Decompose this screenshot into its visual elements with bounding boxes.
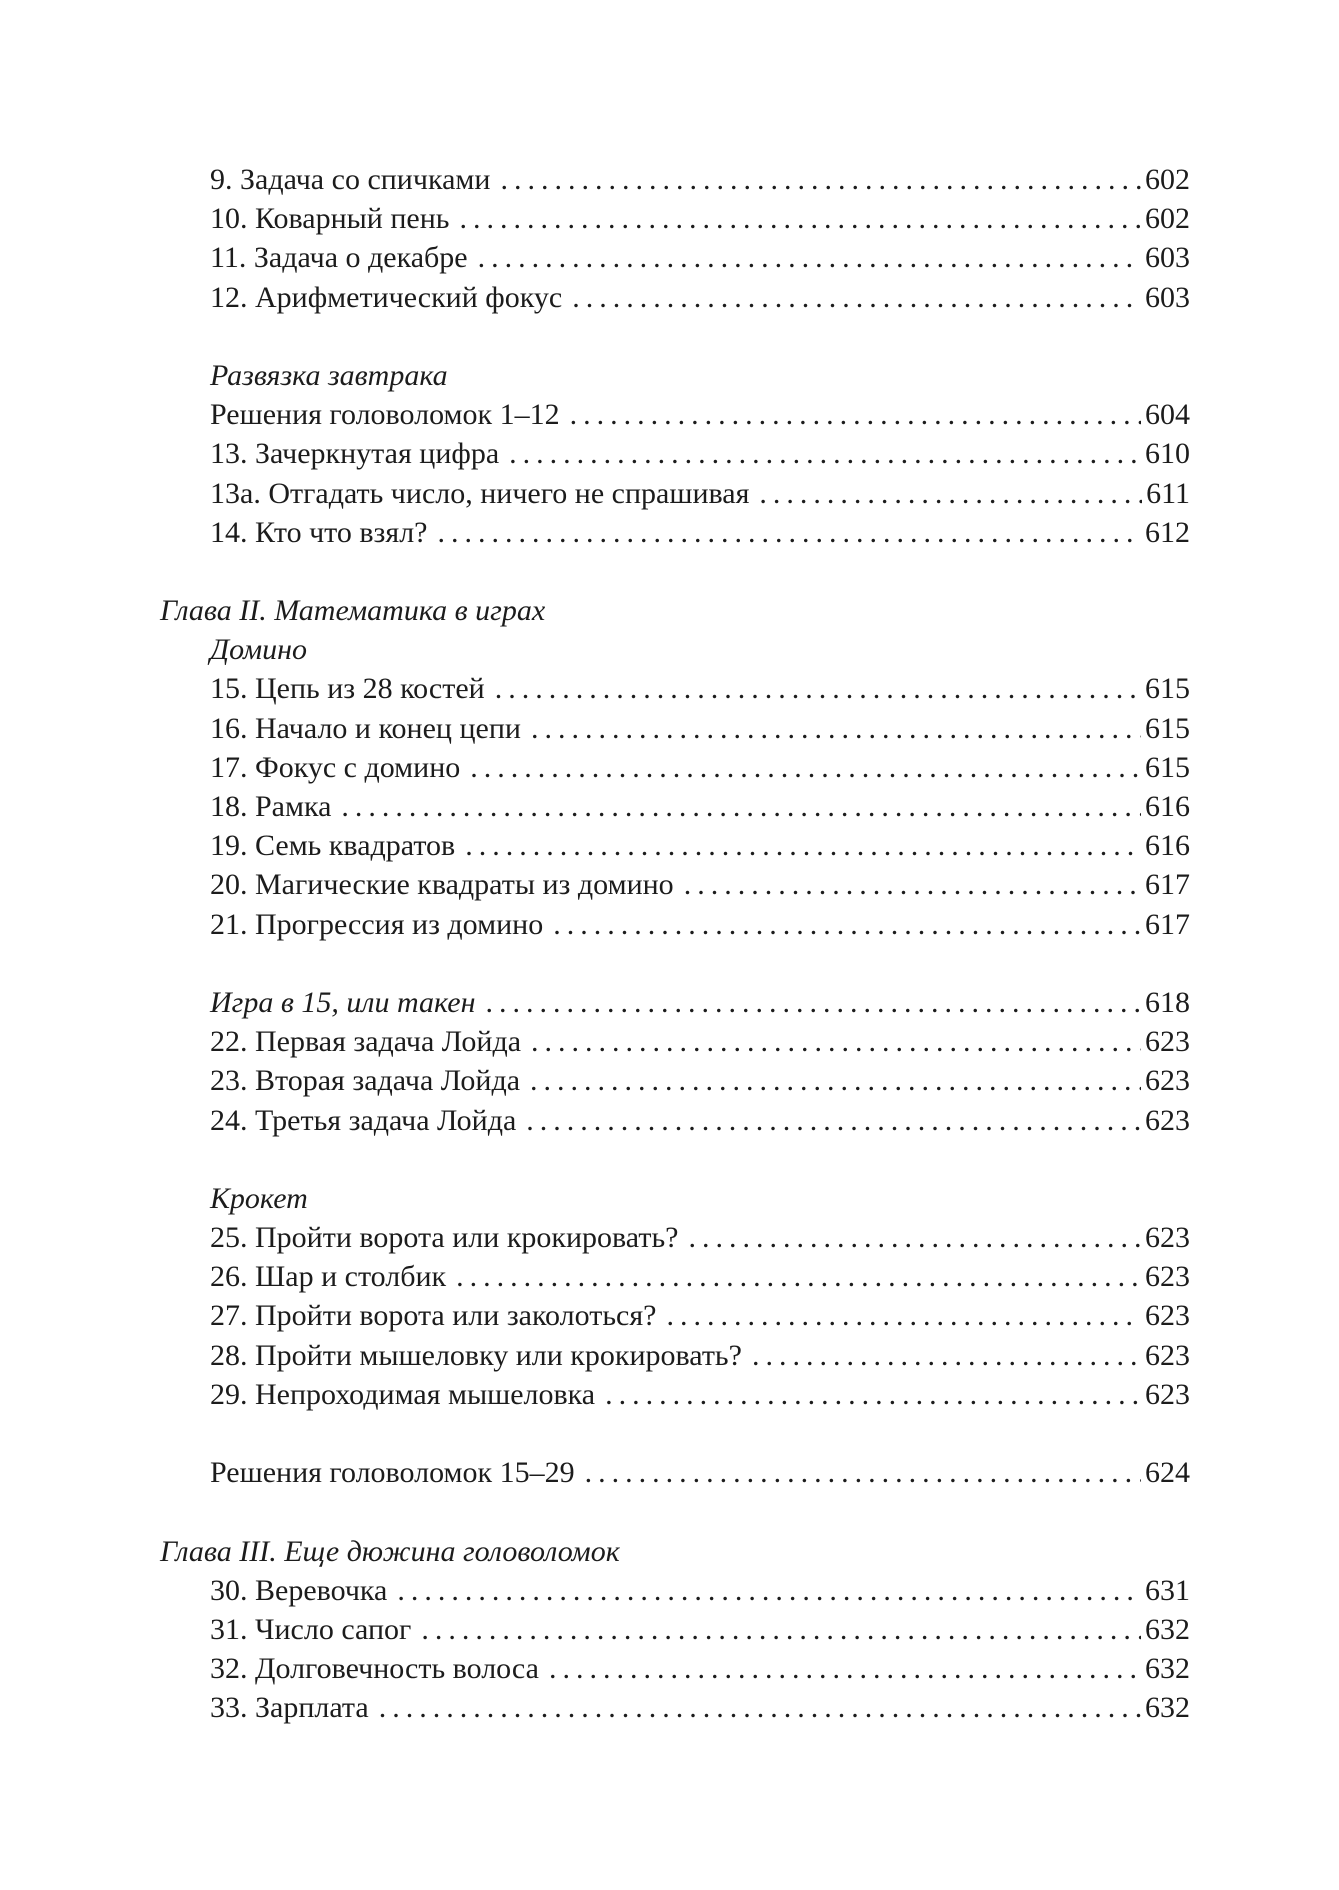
toc-entry — [160, 1571, 1190, 1610]
toc-entry-page: 610 — [1145, 437, 1190, 471]
toc-entry — [160, 669, 1190, 708]
dot-leader — [531, 1022, 1141, 1061]
toc-entry-title: 13а. Отгадать число, ничего не спрашивая — [210, 476, 750, 510]
toc-entry — [160, 1336, 1190, 1375]
toc-entry-page: 611 — [1146, 476, 1190, 510]
toc-entry — [160, 787, 1190, 826]
toc-entry — [160, 826, 1190, 865]
spacer — [160, 317, 1190, 356]
toc-entry-page: 623 — [1145, 1103, 1190, 1137]
toc-entry-title: 29. Непроходимая мышеловка — [210, 1377, 596, 1411]
toc-entry-title: Игра в 15, или такен — [210, 985, 476, 1019]
dot-leader — [509, 434, 1141, 473]
dot-leader — [688, 1218, 1141, 1257]
toc-entry-title: 10. Коварный пень — [210, 202, 450, 236]
toc-entry — [160, 1022, 1190, 1061]
dot-leader — [438, 513, 1142, 552]
toc-entry-page: 617 — [1145, 907, 1190, 941]
spacer — [160, 1492, 1190, 1531]
toc-entry-page: 616 — [1145, 829, 1190, 863]
toc-entry-title: 25. Пройти ворота или крокировать? — [210, 1221, 679, 1255]
toc-entry-page: 623 — [1145, 1025, 1190, 1059]
toc-entry-page: 623 — [1145, 1338, 1190, 1372]
toc-entry-page: 623 — [1145, 1377, 1190, 1411]
chapter-heading: Глава II. Математика в играх — [160, 594, 546, 628]
dot-leader — [421, 1610, 1141, 1649]
toc-entry — [160, 1101, 1190, 1140]
toc-entry — [160, 395, 1190, 434]
toc-entry-page: 615 — [1145, 672, 1190, 706]
toc-entry — [160, 238, 1190, 277]
toc-entry-page: 602 — [1145, 202, 1190, 236]
section-heading: Домино — [210, 633, 307, 667]
dot-leader — [341, 787, 1141, 826]
dot-leader — [570, 395, 1141, 434]
spacer — [160, 552, 1190, 591]
toc-entry-page: 623 — [1145, 1260, 1190, 1294]
toc-entry-page: 624 — [1145, 1456, 1190, 1490]
dot-leader — [470, 748, 1141, 787]
toc-entry — [160, 905, 1190, 944]
toc-entry-title: 14. Кто что взял? — [210, 515, 428, 549]
toc-entry-page: 615 — [1145, 711, 1190, 745]
dot-leader — [530, 1061, 1141, 1100]
toc-entry-title: 9. Задача со спичками — [210, 163, 491, 196]
toc-entry-page: 616 — [1145, 790, 1190, 823]
dot-leader — [549, 1649, 1141, 1688]
toc-entry-page: 631 — [1145, 1573, 1190, 1607]
dot-leader — [684, 865, 1141, 904]
dot-leader — [585, 1453, 1141, 1492]
toc-entry-page: 623 — [1145, 1299, 1190, 1333]
toc-entry-page: 618 — [1145, 985, 1190, 1019]
toc-entry — [160, 1375, 1190, 1414]
toc-entry — [160, 160, 1190, 199]
toc-entry — [160, 983, 1190, 1022]
dot-leader — [397, 1571, 1141, 1610]
toc-entry — [160, 1061, 1190, 1100]
dot-leader — [486, 983, 1142, 1022]
chapter-heading: Глава III. Еще дюжина головоломок — [160, 1534, 620, 1568]
toc-entry-title: 26. Шар и столбик — [210, 1260, 447, 1294]
dot-leader — [605, 1375, 1141, 1414]
toc-entry-title: 12. Арифметический фокус — [210, 280, 563, 314]
toc-entry-page: 617 — [1145, 868, 1190, 902]
toc-entry-title: 15. Цепь из 28 костей — [210, 672, 485, 706]
toc-entry-title: 30. Веревочка — [210, 1573, 388, 1607]
toc-entry-title: 22. Первая задача Лойда — [210, 1025, 522, 1059]
table-of-contents — [160, 160, 1190, 1728]
toc-entry — [160, 1453, 1190, 1492]
toc-entry — [160, 1649, 1190, 1688]
toc-entry — [160, 1257, 1190, 1296]
toc-entry-title: 33. Зарплата — [210, 1691, 369, 1725]
toc-entry — [160, 199, 1190, 238]
toc-entry — [160, 865, 1190, 904]
section-heading: Крокет — [210, 1181, 308, 1215]
toc-entry-page: 603 — [1145, 241, 1190, 275]
toc-entry — [160, 1296, 1190, 1335]
dot-leader — [456, 1257, 1141, 1296]
toc-entry-page: 612 — [1145, 515, 1190, 549]
toc-entry-page: 632 — [1145, 1612, 1190, 1646]
toc-entry-page: 623 — [1145, 1064, 1190, 1098]
toc-entry-title: Решения головоломок 15–29 — [210, 1456, 575, 1490]
toc-entry-page: 603 — [1145, 280, 1190, 314]
toc-entry-title: 19. Семь квадратов — [210, 829, 456, 863]
dot-leader — [759, 474, 1142, 513]
toc-entry — [160, 709, 1190, 748]
toc-entry-page: 615 — [1145, 750, 1190, 784]
spacer — [160, 944, 1190, 983]
toc-entry-page: 602 — [1145, 163, 1190, 196]
toc-entry-page: 632 — [1145, 1652, 1190, 1686]
dot-leader — [531, 709, 1141, 748]
toc-entry-title: 27. Пройти ворота или заколоться? — [210, 1299, 657, 1333]
toc-entry-title: 17. Фокус с домино — [210, 750, 461, 784]
toc-entry-title: Решения головоломок 1–12 — [210, 398, 560, 432]
toc-entry-title: 31. Число сапог — [210, 1612, 412, 1646]
toc-entry — [160, 1688, 1190, 1727]
dot-leader — [379, 1688, 1141, 1727]
toc-entry-title: 32. Долговечность волоса — [210, 1652, 539, 1686]
spacer — [160, 1414, 1190, 1453]
section-heading: Развязка завтрака — [210, 358, 448, 392]
spacer — [160, 1140, 1190, 1179]
dot-leader — [752, 1336, 1141, 1375]
dot-leader — [666, 1296, 1141, 1335]
toc-entry-title: 24. Третья задача Лойда — [210, 1103, 517, 1137]
dot-leader — [459, 199, 1141, 238]
dot-leader — [495, 669, 1141, 708]
toc-entry-page: 632 — [1145, 1691, 1190, 1725]
toc-entry — [160, 1610, 1190, 1649]
toc-entry-title: 28. Пройти мышеловку или крокировать? — [210, 1338, 742, 1372]
toc-entry — [160, 748, 1190, 787]
dot-leader — [465, 826, 1141, 865]
toc-entry-title: 11. Задача о декабре — [210, 241, 468, 275]
toc-entry — [160, 434, 1190, 473]
toc-entry-title: 16. Начало и конец цепи — [210, 711, 521, 745]
toc-entry-title: 18. Рамка — [210, 790, 332, 823]
toc-entry-title: 23. Вторая задача Лойда — [210, 1064, 521, 1098]
dot-leader — [500, 160, 1141, 199]
toc-entry-page: 604 — [1145, 398, 1190, 432]
toc-entry — [160, 278, 1190, 317]
toc-entry-page: 623 — [1145, 1221, 1190, 1255]
dot-leader — [572, 278, 1141, 317]
dot-leader — [478, 238, 1141, 277]
toc-entry-title: 20. Магические квадраты из домино — [210, 868, 674, 902]
dot-leader — [553, 905, 1141, 944]
toc-entry-title: 13. Зачеркнутая цифра — [210, 437, 500, 471]
toc-entry-title: 21. Прогрессия из домино — [210, 907, 544, 941]
toc-entry — [160, 513, 1190, 552]
toc-entry — [160, 1218, 1190, 1257]
dot-leader — [526, 1101, 1141, 1140]
toc-entry — [160, 474, 1190, 513]
